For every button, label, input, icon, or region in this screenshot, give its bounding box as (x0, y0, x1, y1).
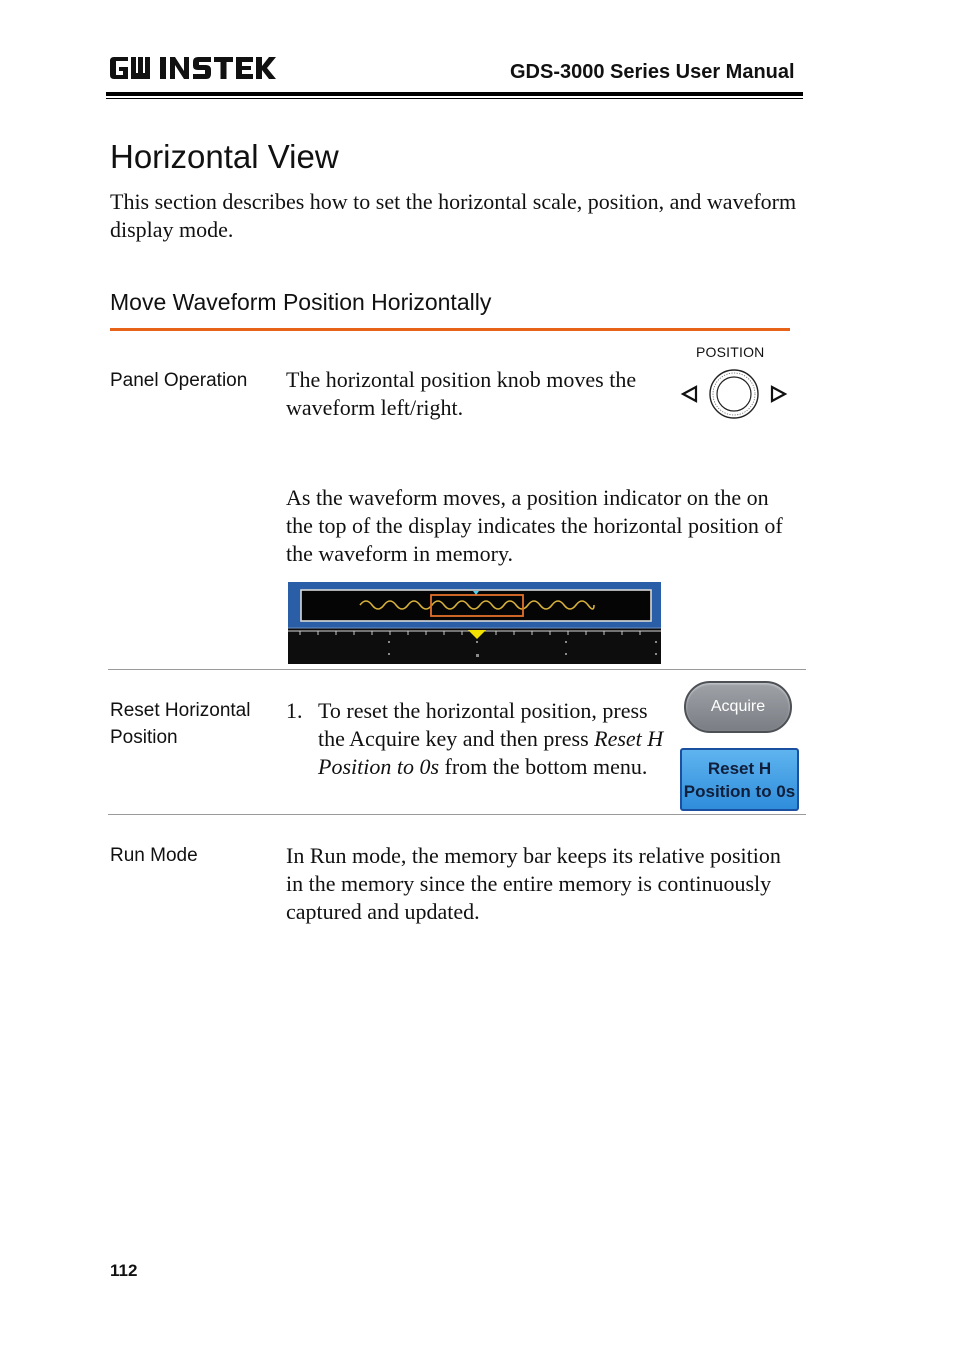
step-text-after: from the bottom menu. (439, 754, 648, 779)
row-label-reset-horizontal-position: Reset Horizontal Position (110, 700, 251, 748)
row-label-panel-operation: Panel Operation (110, 370, 248, 391)
left-triangle-icon (680, 384, 700, 404)
step-text-before: To reset the horizontal position, press the Acquire key and then press (318, 698, 648, 751)
position-indicator-text: As the waveform moves, a position indicator on the on the top of the display indicates the horizontal position of the waveform in memory. (286, 485, 783, 566)
position-knob-figure (676, 344, 796, 424)
reset-step-text (318, 697, 678, 781)
memory-bar-screenshot (288, 582, 661, 664)
run-mode-text: In Run mode, the memory bar keeps its relative position in the memory since the entire memory is continuously captured and updated. (286, 843, 781, 924)
intro-paragraph: This section describes how to set the horizontal scale, position, and waveform display mode. (110, 189, 797, 242)
section-rule (110, 328, 790, 331)
gw-instek-logo (108, 50, 278, 86)
header-rule (106, 92, 803, 96)
panel-operation-text: The horizontal position knob moves the waveform left/right. (286, 367, 637, 420)
section-heading: Move Waveform Position Horizontally (110, 289, 492, 315)
softkey-reference: Reset H Position to 0s (318, 726, 664, 779)
softkey-label-line2: Position to 0s (683, 781, 796, 801)
table-row-divider (108, 814, 806, 815)
acquire-key[interactable]: Acquire (684, 681, 792, 733)
table-row-divider (108, 669, 806, 670)
page-number: 112 (110, 1261, 138, 1280)
reset-h-position-softkey[interactable] (680, 748, 799, 811)
step-number: 1. (286, 698, 303, 723)
header-rule-thin (106, 98, 803, 99)
manual-title: GDS-3000 Series User Manual (510, 61, 795, 83)
knob-caption: POSITION (696, 344, 765, 360)
right-triangle-icon (768, 384, 788, 404)
page-title: Horizontal View (110, 138, 339, 175)
position-knob[interactable] (706, 368, 762, 420)
softkey-label-line1: Reset H (707, 758, 772, 778)
row-label-run-mode: Run Mode (110, 845, 198, 866)
